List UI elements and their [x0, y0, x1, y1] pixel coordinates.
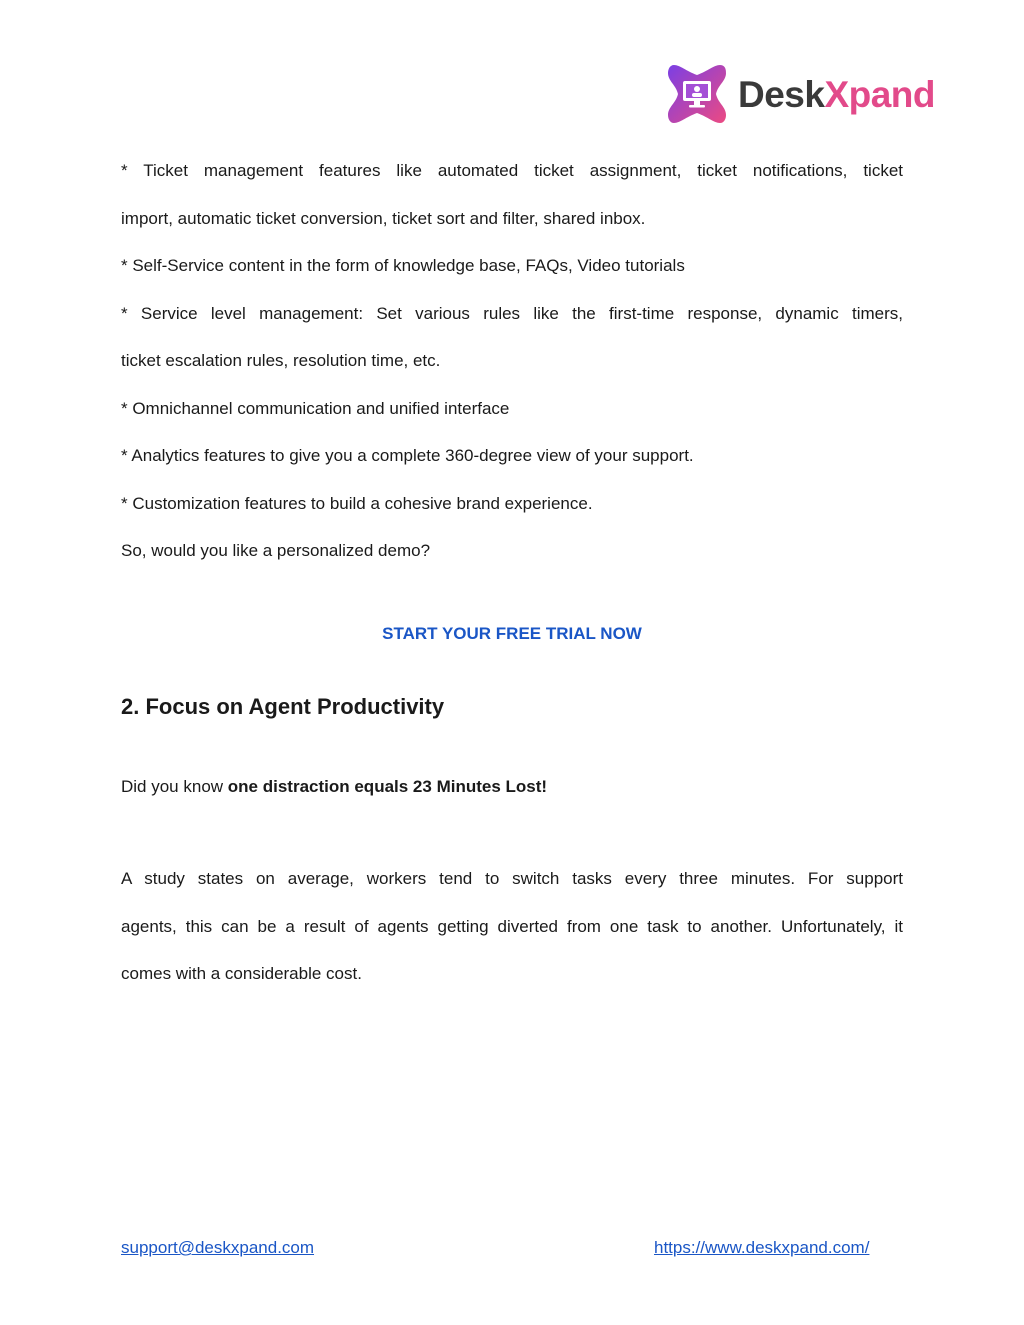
- fact-prefix: Did you know: [121, 777, 228, 796]
- brand-logo: [664, 60, 935, 128]
- feature-line: * Analytics features to give you a complete 360-degree view of your support.: [121, 446, 694, 465]
- feature-line: * Self-Service content in the form of knowledge base, FAQs, Video tutorials: [121, 256, 685, 275]
- demo-question: So, would you like a personalized demo?: [121, 541, 431, 560]
- section-heading: 2. Focus on Agent Productivity: [121, 694, 445, 719]
- feature-line: ticket escalation rules, resolution time, etc.: [121, 351, 441, 370]
- support-email-link[interactable]: support@deskxpand.com: [121, 1238, 315, 1257]
- distraction-fact: [121, 777, 903, 797]
- study-line: A study states on average, workers tend to switch tasks every three minutes. For support: [121, 869, 903, 888]
- fact-highlight: one distraction equals 23 Minutes Lost!: [227, 777, 548, 796]
- website-link[interactable]: https://www.deskxpand.com/: [654, 1238, 870, 1257]
- study-line: agents, this can be a result of agents getting diverted from one task to another. Unfortunately, it: [121, 916, 903, 936]
- study-paragraph: [121, 855, 903, 998]
- study-line: comes with a considerable cost.: [121, 964, 362, 983]
- brand-wordmark: [738, 73, 936, 115]
- brand-name-part2: Xpand: [824, 73, 936, 115]
- feature-line: import, automatic ticket conversion, ticket sort and filter, shared inbox.: [121, 208, 646, 228]
- feature-line: * Ticket management features like automated ticket assignment, ticket notifications, ticket: [121, 161, 903, 180]
- feature-list: [121, 147, 903, 575]
- feature-line: * Omnichannel communication and unified interface: [121, 398, 510, 418]
- desktop-monitor-icon: [664, 61, 730, 127]
- feature-line: * Customization features to build a cohesive brand experience.: [121, 493, 593, 513]
- feature-line: * Service level management: Set various rules like the first-time response, dynamic timers,: [121, 303, 903, 323]
- brand-name-part1: Desk: [738, 73, 825, 115]
- start-free-trial-link[interactable]: START YOUR FREE TRIAL NOW: [382, 624, 642, 643]
